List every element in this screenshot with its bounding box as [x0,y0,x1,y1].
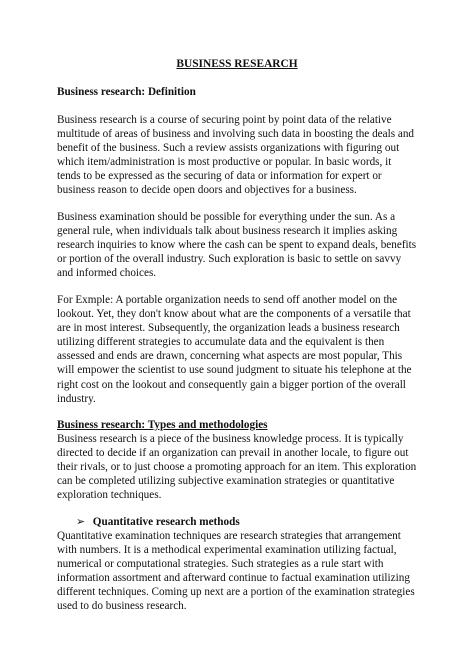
paragraph-example [57,293,429,406]
bullet-quantitative [76,515,240,529]
text-line: lookout. Yet, they don't know about what are the components of a versatile that [57,308,411,321]
arrow-bullet-icon: ➢ [76,516,86,528]
paragraph-types [57,432,429,502]
text-line: Business research is a course of securing point by point data of the relative [57,114,392,126]
document-title: BUSINESS RESEARCH [176,58,298,70]
text-line: numerical or computational strategies. Such strategies as a rule start with [57,558,384,571]
text-line: different techniques. Coming up next are a portion of the examination strategies [57,586,415,599]
text-line: utilizing different strategies to accumulate data and the equivalent is then [57,336,385,349]
text-line: For Exmple: A portable organization needs to send off another model on the [57,294,398,306]
paragraph-quantitative [57,529,429,614]
text-line: Quantitative examination techniques are research strategies that arrangement [57,530,401,542]
text-line: information assortment and afterward continue to factual examination utilizing [57,572,410,585]
text-line: and informed choices. [57,267,157,280]
text-line: multitude of areas of business and involving such data in boosting the deals and [57,128,415,141]
paragraph-examination [57,210,429,280]
text-line: research inquiries to know where the cash can be spent to expand deals, benefits [57,239,417,252]
text-line: benefit of the business. Such a review assists organizations with figuring out [57,142,400,155]
text-line: Business research is a piece of the business knowledge process. It is typically [57,433,404,445]
text-line: exploration techniques. [57,489,162,502]
paragraph-definition [57,113,429,198]
text-line: industry. [57,392,96,405]
text-line: tends to be expressed as the securing of data or information for expert or [57,170,382,183]
text-line: with numbers. It is a methodical experimental examination utilizing factual, [57,544,397,557]
text-line: assessed and ends are drawn, concerning what aspects are most popular, This [57,350,403,363]
text-line: or portion of the overall industry. Such exploration is basic to settle on savvy [57,253,402,266]
text-line: right cost on the lookout and consequently gain a bigger portion of the overall [57,378,406,391]
bullet-heading: Quantitative research methods [92,516,240,528]
text-line: which item/administration is most productive or popular. In basic words, it [57,156,392,169]
heading-types: Business research: Types and methodologies [57,419,268,431]
heading-definition: Business research: Definition [57,86,196,98]
text-line: directed to decide if an organization can prevail in another locale, to figure out [57,447,409,460]
text-line: Business examination should be possible for everything under the sun. As a [57,211,396,223]
text-line: will empower the scientist to use sound judgment to situate his telephone at the [57,364,412,377]
text-line: used to do business research. [57,600,187,613]
text-line: general rule, when individuals talk about business research it implies asking [57,225,398,238]
text-line: are in most interest. Subsequently, the organization leads a business research [57,322,400,335]
text-line: business reason to decide open doors and objectives for a business. [57,184,357,197]
text-line: can be completed utilizing subjective examination strategies or quantitative [57,475,395,488]
text-line: their rivals, or to just choose a promoting approach for an item. This exploration [57,461,417,474]
